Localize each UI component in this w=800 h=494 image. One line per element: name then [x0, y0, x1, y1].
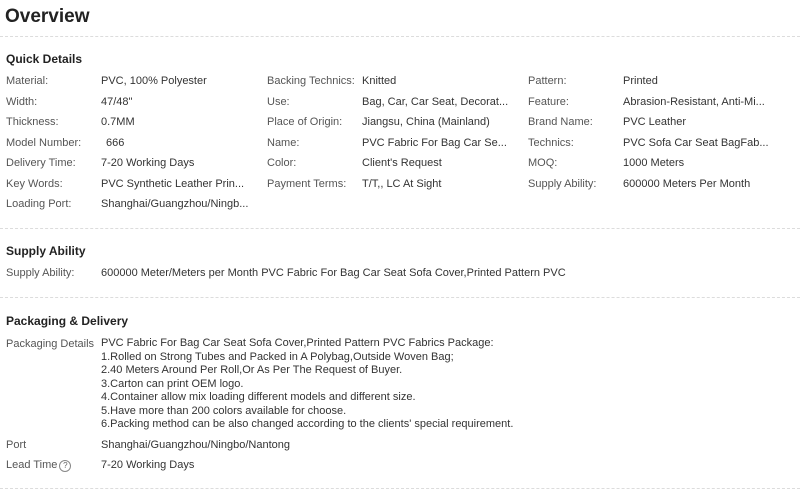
material-value: PVC, 100% Polyester	[101, 75, 207, 87]
technics-label: Technics:	[528, 137, 574, 149]
moq-label: MOQ:	[528, 157, 558, 169]
backing-technics-label: Backing Technics:	[267, 75, 355, 87]
backing-technics-value: Knitted	[362, 75, 397, 87]
name-value: PVC Fabric For Bag Car Se...	[362, 137, 507, 149]
supply-ability-label: Supply Ability:	[528, 178, 597, 190]
width-value: 47/48"	[101, 96, 133, 108]
divider	[0, 488, 800, 489]
pattern-value: Printed	[623, 75, 658, 87]
packaging-line: 2.40 Meters Around Per Roll,Or As Per The Request of Buyer.	[101, 364, 403, 376]
brand-name-label: Brand Name:	[528, 116, 593, 128]
thickness-label: Thickness:	[6, 116, 59, 128]
name-label: Name:	[267, 137, 300, 149]
key-words-label: Key Words:	[6, 178, 63, 190]
packaging-line: 5.Have more than 200 colors available for choose.	[101, 404, 347, 417]
place-of-origin-value: Jiangsu, China (Mainland)	[362, 116, 490, 128]
pattern-label: Pattern:	[528, 75, 567, 87]
lead-time-row	[6, 458, 96, 472]
lead-time-label: Lead Time	[6, 459, 58, 471]
divider	[0, 36, 800, 37]
width-label: Width:	[6, 96, 38, 108]
use-label: Use:	[267, 96, 290, 108]
brand-name-value: PVC Leather	[623, 116, 686, 128]
supply-ability-title: Supply Ability	[6, 244, 86, 258]
packaging-line: PVC Fabric For Bag Car Seat Sofa Cover,Printed Pattern PVC Fabrics Package:	[101, 337, 494, 349]
port-value: Shanghai/Guangzhou/Ningbo/Nantong	[101, 439, 290, 451]
color-label: Color:	[267, 157, 297, 169]
port-label: Port	[6, 439, 27, 451]
packaging-line: 1.Rolled on Strong Tubes and Packed in A Polybag,Outside Woven Bag;	[101, 350, 454, 363]
key-words-value: PVC Synthetic Leather Prin...	[101, 178, 245, 190]
loading-port-value: Shanghai/Guangzhou/Ningb...	[101, 198, 249, 210]
place-of-origin-label: Place of Origin:	[267, 116, 343, 128]
packaging-details-value	[101, 337, 513, 432]
color-value: Client's Request	[362, 157, 442, 169]
material-label: Material:	[6, 75, 49, 87]
payment-terms-label: Payment Terms:	[267, 178, 347, 190]
supply-ability-row-value: 600000 Meter/Meters per Month PVC Fabric For Bag Car Seat Sofa Cover,Printed Pattern PVC	[101, 267, 566, 279]
delivery-time-value: 7-20 Working Days	[101, 157, 195, 169]
technics-value: PVC Sofa Car Seat BagFab...	[623, 137, 769, 149]
packaging-line: 6.Packing method can be also changed according to the clients' special requirement.	[101, 418, 514, 430]
supply-ability-row-label: Supply Ability:	[6, 267, 75, 279]
packaging-details-label: Packaging Details	[6, 338, 95, 350]
feature-value: Abrasion-Resistant, Anti-Mi...	[623, 96, 765, 108]
overview-title: Overview	[5, 6, 90, 27]
divider	[0, 228, 800, 229]
quick-details-title: Quick Details	[6, 52, 83, 66]
loading-port-label: Loading Port:	[6, 198, 72, 210]
payment-terms-value: T/T,, LC At Sight	[362, 178, 442, 190]
model-number-label: Model Number:	[6, 137, 82, 149]
lead-time-value: 7-20 Working Days	[101, 459, 195, 471]
delivery-time-label: Delivery Time:	[6, 157, 76, 169]
packaging-delivery-title: Packaging & Delivery	[6, 314, 129, 328]
model-number-value: 666	[106, 137, 125, 149]
question-circle-icon[interactable]: ?	[59, 460, 71, 472]
supply-ability-value: 600000 Meters Per Month	[623, 178, 751, 190]
feature-label: Feature:	[528, 96, 569, 108]
thickness-value: 0.7MM	[101, 116, 135, 128]
use-value: Bag, Car, Car Seat, Decorat...	[362, 96, 509, 108]
divider	[0, 297, 800, 298]
packaging-line: 4.Container allow mix loading different models and different size.	[101, 391, 416, 403]
packaging-line: 3.Carton can print OEM logo.	[101, 377, 244, 390]
moq-value: 1000 Meters	[623, 157, 685, 169]
